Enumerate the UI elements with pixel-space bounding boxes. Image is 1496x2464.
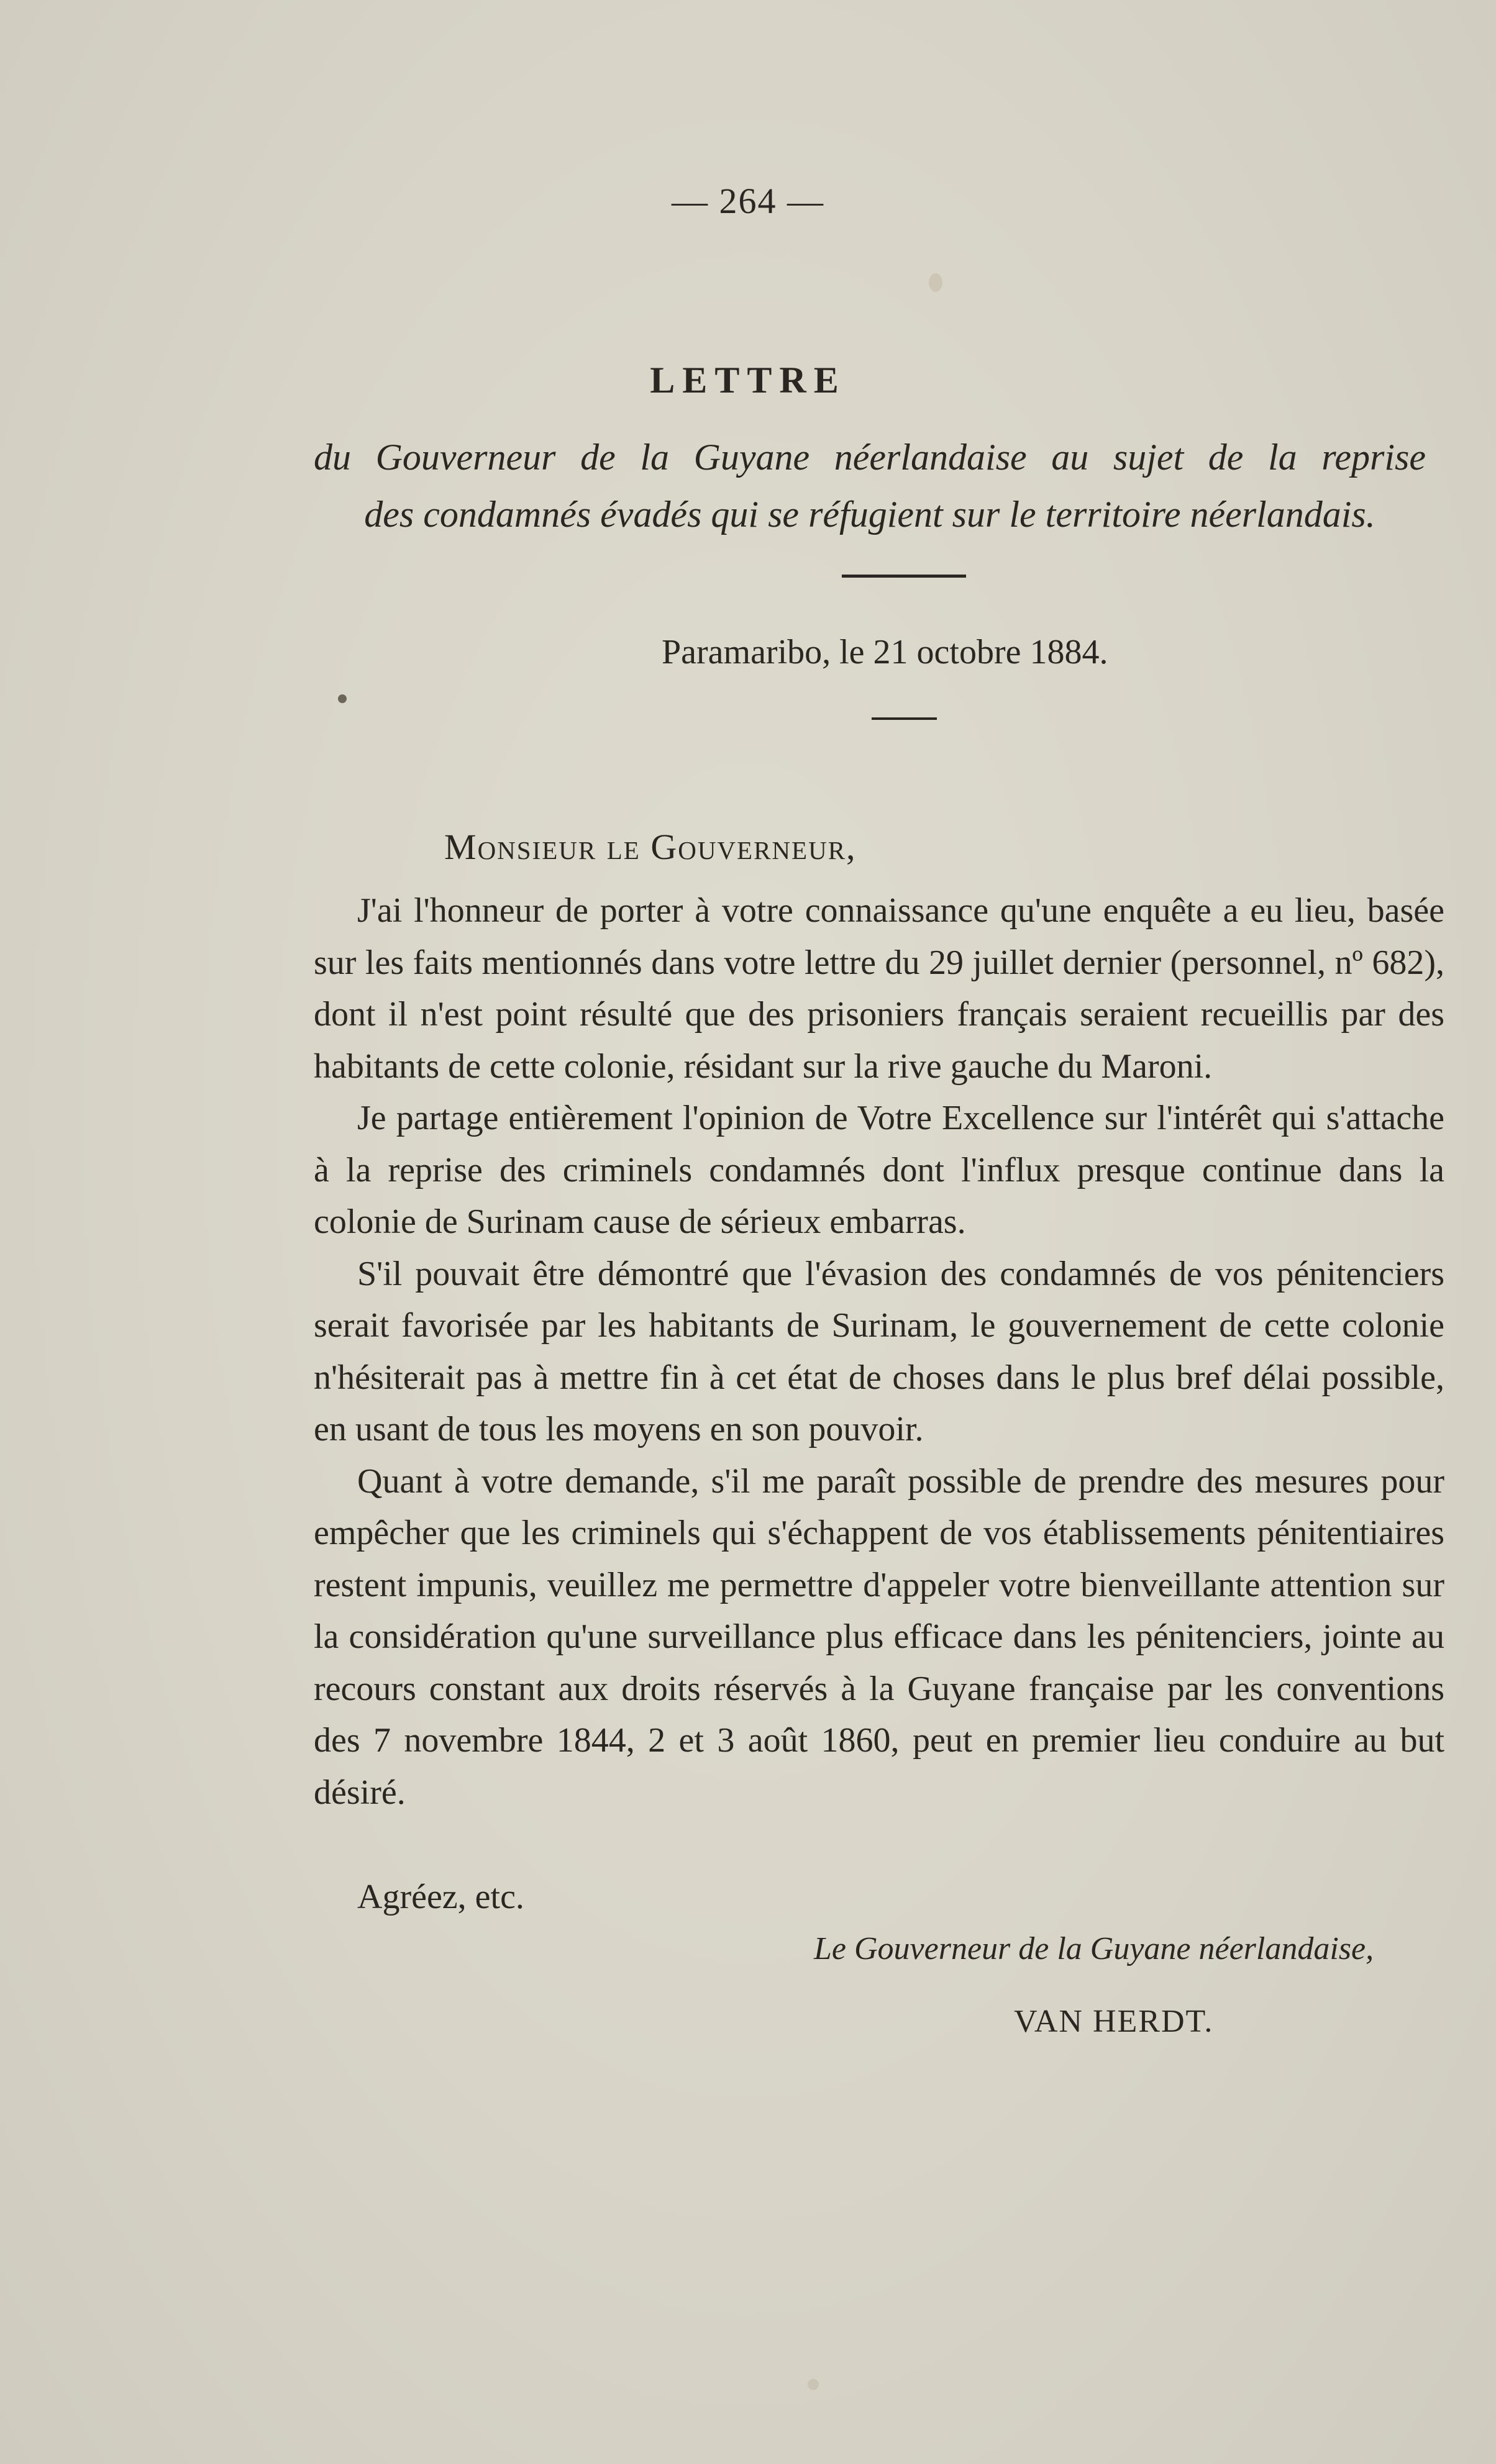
paragraph: J'ai l'honneur de porter à votre connaissance qu'une enquête a eu lieu, basée sur les faits mentionnés dans votre lettre du 29 juillet dernier (personnel, nº 682), dont il n'est point résulté que des prisoniers français seraient recueillis par des habitants de cette colonie, résidant sur la rive gauche du Maroni. bbox=[314, 891, 1444, 1086]
paper-stain bbox=[808, 2379, 819, 2390]
paragraph: Quant à votre demande, s'il me paraît possible de prendre des mesures pour empêcher que les criminels qui s'échappent de vos établissements pénitentiaires restent impunis, veuillez me permettre d'appeler votre bienveillante attention sur la considération qu'une surveillance plus efficace dans les pénitenciers, jointe au recours constant aux droits réservés à la Guyane française par les conventions des 7 novembre 1844, 2 et 3 août 1860, peut en premier lieu conduire au but désiré. bbox=[314, 1462, 1444, 1812]
subtitle-line-2: des condamnés évadés qui se réfugient sur le territoire néerlandais. bbox=[364, 494, 1375, 535]
salutation: Monsieur le Gouverneur, bbox=[444, 827, 857, 867]
signature-role: Le Gouverneur de la Guyane néerlandaise, bbox=[814, 1931, 1374, 1966]
paragraph: S'il pouvait être démontré que l'évasion des condamnés de vos pénitenciers serait favorisée par les habitants de Surinam, le gouvernement de cette colonie n'hésiterait pas à mettre fin à cet état de choses dans le plus bref délai possible, en usant de tous les moyens en son pouvoir. bbox=[314, 1254, 1444, 1448]
paper-stain bbox=[929, 273, 942, 292]
ink-dot bbox=[338, 694, 347, 703]
dateline-rule bbox=[872, 717, 937, 720]
subtitle-line-1: du Gouverneur de la Guyane néerlandaise au sujet de la reprise bbox=[314, 437, 1426, 478]
page-number: — 264 — bbox=[672, 181, 824, 221]
signature-name: VAN HERDT. bbox=[1014, 2004, 1214, 2039]
document-subtitle bbox=[314, 429, 1432, 543]
paragraph: Je partage entièrement l'opinion de Votre Excellence sur l'intérêt qui s'attache à la reprise des criminels condamnés dont l'influx presque continue dans la colonie de Surinam cause de sérieux embarras. bbox=[314, 1099, 1444, 1241]
title-rule bbox=[842, 575, 966, 578]
dateline: Paramaribo, le 21 octobre 1884. bbox=[662, 633, 1108, 671]
document-title: LETTRE bbox=[650, 360, 846, 401]
letter-body bbox=[314, 885, 1444, 1819]
closing: Agréez, etc. bbox=[357, 1878, 524, 1916]
